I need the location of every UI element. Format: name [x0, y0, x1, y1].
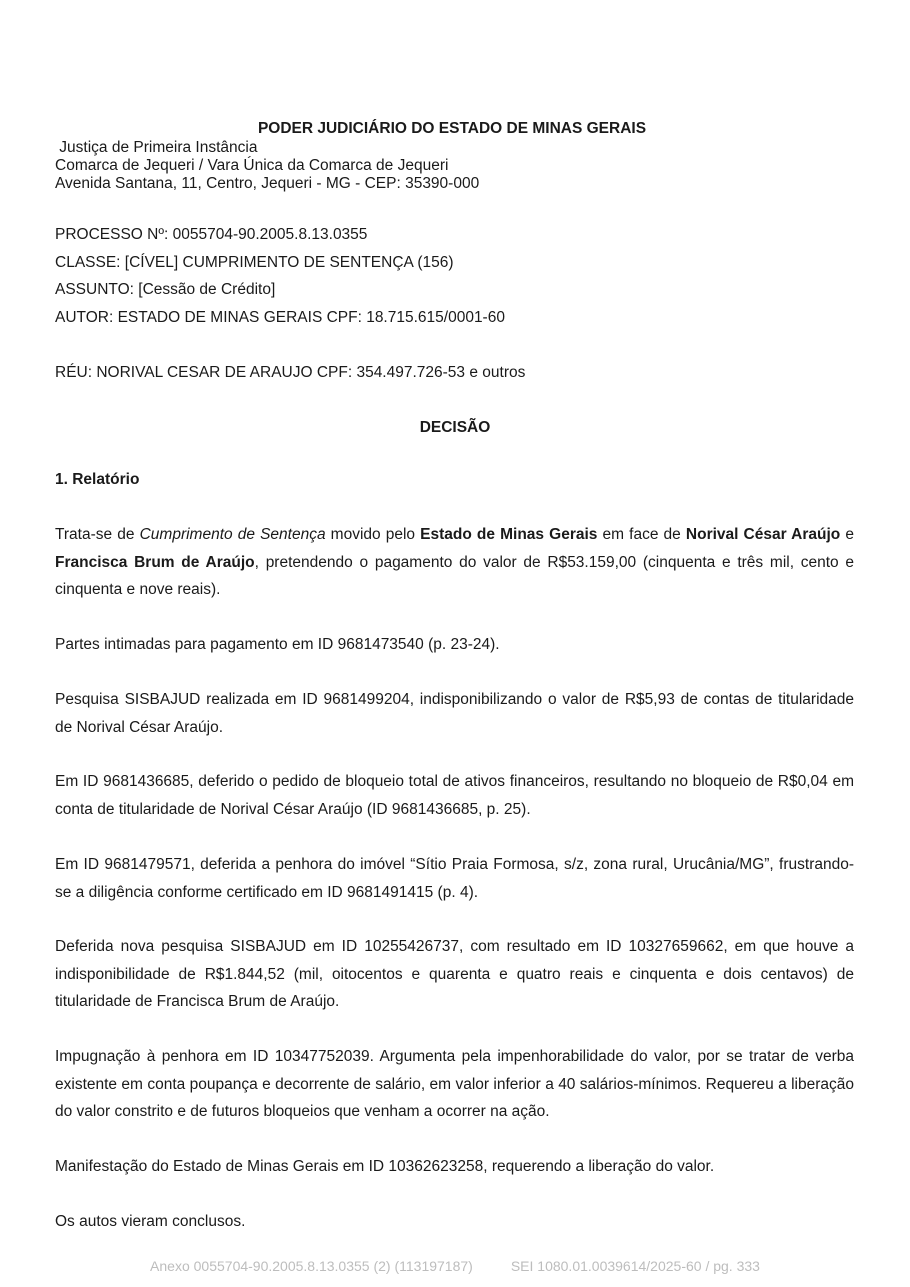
court-header — [55, 139, 479, 193]
p7-text: Impugnação à penhora em ID 10347752039. Argumenta pela impenhorabilidade do valor, por se tratar de verba existente em conta poupança e decorrente de salário, em valor inferior a 40 salários-mínimos. Requereu a liberação do valor constrito e de futuros bloqueios que venham a ocorrer na ação. — [55, 1048, 854, 1120]
paragraph-5 — [55, 851, 854, 906]
paragraph-2 — [55, 631, 854, 659]
paragraph-8 — [55, 1153, 854, 1181]
paragraph-6 — [55, 933, 854, 1016]
p6-text: Deferida nova pesquisa SISBAJUD em ID 10255426737, com resultado em ID 10327659662, em que houve a indisponibilidade de R$1.844,52 (mil, oitocentos e quarenta e quatro reais e cinquenta e dois centavos) de titularidade de Francisca Brum de Araújo. — [55, 938, 854, 1010]
p5-text: Em ID 9681479571, deferida a penhora do imóvel “Sítio Praia Formosa, s/z, zona rural, Urucânia/MG”, frustrando-se a diligência conforme certificado em ID 9681491415 (p. 4). — [55, 856, 854, 901]
p4-text: Em ID 9681436685, deferido o pedido de bloqueio total de ativos financeiros, resultando no bloqueio de R$0,04 em conta de titularidade de Norival César Araújo (ID 9681436685, p. 25). — [55, 773, 854, 818]
p1-text-a: Trata-se de — [55, 526, 140, 543]
p1-text-h: Francisca Brum de Araújo — [55, 553, 255, 571]
p9-text: Os autos vieram conclusos. — [55, 1213, 246, 1230]
paragraph-7 — [55, 1043, 854, 1126]
p3-text: Pesquisa SISBAJUD realizada em ID 9681499204, indisponibilizando o valor de R$5,93 de contas de titularidade de Norival César Araújo. — [55, 691, 854, 736]
case-author: AUTOR: ESTADO DE MINAS GERAIS CPF: 18.715.615/0001-60 — [55, 309, 505, 326]
case-class: CLASSE: [CÍVEL] CUMPRIMENTO DE SENTENÇA (156) — [55, 254, 454, 271]
case-defendant: RÉU: NORIVAL CESAR DE ARAUJO CPF: 354.497.726-53 e outros — [55, 364, 526, 381]
p1-text-g: e — [840, 526, 854, 543]
paragraph-4 — [55, 768, 854, 823]
case-subject: ASSUNTO: [Cessão de Crédito] — [55, 281, 276, 298]
process-number: PROCESSO Nº: 0055704-90.2005.8.13.0355 — [55, 226, 368, 243]
paragraph-3 — [55, 686, 854, 741]
footer-sei: SEI 1080.01.0039614/2025-60 / pg. 333 — [510, 1258, 760, 1274]
p1-text-b: Cumprimento de Sentença — [139, 526, 326, 543]
address-line: Avenida Santana, 11, Centro, Jequeri - MG - CEP: 35390-000 — [55, 175, 480, 192]
paragraph-1 — [55, 521, 854, 604]
section-title: 1. Relatório — [55, 471, 140, 488]
p1-text-i: , pretendendo o pagamento do valor de R$53.159,00 (cinquenta e três mil, cento e cinquenta e nove reais). — [55, 553, 855, 598]
p8-text: Manifestação do Estado de Minas Gerais em ID 10362623258, requerendo a liberação do valor. — [55, 1158, 715, 1175]
district-line: Comarca de Jequeri / Vara Única da Comarca de Jequeri — [55, 157, 449, 174]
footer-annex: Anexo 0055704-90.2005.8.13.0355 (2) (113197187) — [150, 1258, 473, 1274]
instance-line: Justiça de Primeira Instância — [55, 139, 258, 156]
decision-title: DECISÃO — [419, 419, 491, 436]
p1-text-d: Estado de Minas Gerais — [420, 526, 598, 543]
p1-text-e: em face de — [597, 526, 686, 543]
court-title: PODER JUDICIÁRIO DO ESTADO DE MINAS GERAIS — [257, 120, 647, 137]
p1-text-c: movido pelo — [325, 526, 421, 543]
p1-text-f: Norival César Araújo — [685, 526, 841, 543]
paragraph-9 — [55, 1208, 854, 1236]
page-footer — [0, 1257, 910, 1275]
p2-text: Partes intimadas para pagamento em ID 9681473540 (p. 23-24). — [55, 636, 500, 653]
